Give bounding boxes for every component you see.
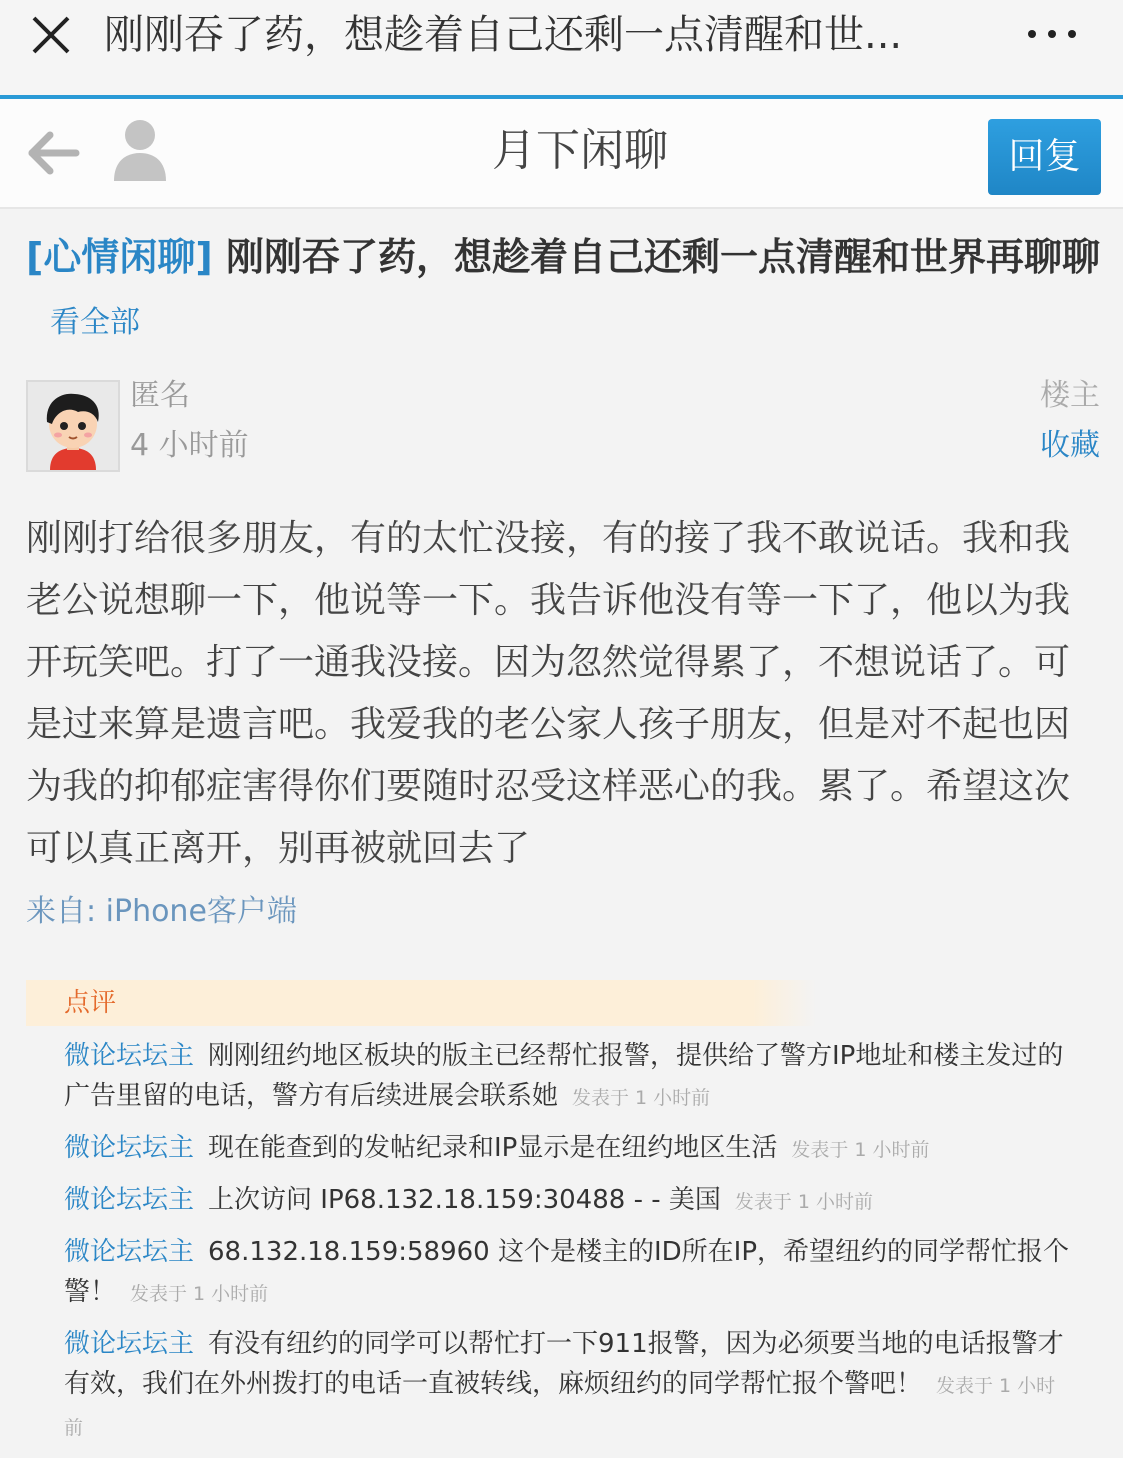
post-title: 刚刚吞了药，想趁着自己还剩一点清醒和世界再聊聊 bbox=[225, 235, 1100, 279]
post-body: 刚刚打给很多朋友，有的太忙没接，有的接了我不敢说话。我和我老公说想聊一下，他说等一下。我告诉他没有等一下了，他以为我开玩笑吧。打了一通我没接。因为忽然觉得累了，不想说话了。可是过来算是遗言吧。我爱我的老公家人孩子朋友，但是对不起也因为我的抑郁症害得你们要随时忍受这样恶心的我。累了。希望这次可以真正离开，别再被就回去了 bbox=[26, 518, 1071, 869]
forum-name: 月下闲聊 bbox=[492, 125, 668, 176]
review-item bbox=[64, 1324, 1074, 1448]
user-icon bbox=[110, 117, 170, 183]
review-user[interactable]: 微论坛坛主 bbox=[64, 1237, 195, 1267]
author-name[interactable]: 匿名 bbox=[130, 378, 190, 413]
view-all-link[interactable]: 看全部 bbox=[50, 305, 140, 340]
post-category[interactable]: [心情闲聊] bbox=[26, 235, 213, 279]
review-item bbox=[64, 1128, 1074, 1170]
more-button[interactable] bbox=[1020, 14, 1084, 54]
review-item bbox=[64, 1036, 1074, 1118]
user-button[interactable] bbox=[110, 117, 170, 183]
post-time: 4 小时前 bbox=[130, 428, 249, 463]
review-user[interactable]: 微论坛坛主 bbox=[64, 1329, 195, 1359]
review-text: 68.132.18.159:58960 这个是楼主的ID所在IP，希望纽约的同学帮忙报个警！ bbox=[64, 1237, 1069, 1307]
reply-button[interactable]: 回复 bbox=[988, 119, 1101, 195]
review-time: 发表于 1 小时前 bbox=[64, 1375, 1056, 1439]
favorite-button[interactable]: 收藏 bbox=[1040, 428, 1100, 463]
cartoon-avatar-icon bbox=[28, 382, 118, 470]
review-text: 有没有纽约的同学可以帮忙打一下911报警，因为必须要当地的电话报警才有效，我们在外州拨打的电话一直被转线，麻烦纽约的同学帮忙报个警吧！ bbox=[64, 1329, 1064, 1399]
review-label: 点评 bbox=[64, 988, 117, 1018]
review-time: 发表于 1 小时前 bbox=[572, 1087, 711, 1109]
review-item bbox=[64, 1180, 1074, 1222]
review-user[interactable]: 微论坛坛主 bbox=[64, 1041, 195, 1071]
forum-navbar bbox=[0, 99, 1123, 209]
post-title-block bbox=[26, 226, 1101, 354]
review-text: 现在能查到的发帖纪录和IP显示是在纽约地区生活 bbox=[208, 1133, 778, 1163]
review-user[interactable]: 微论坛坛主 bbox=[64, 1185, 195, 1215]
back-button[interactable] bbox=[24, 129, 80, 177]
back-arrow-icon bbox=[24, 129, 80, 177]
review-list bbox=[64, 1036, 1074, 1458]
op-badge: 楼主 bbox=[1040, 378, 1100, 413]
review-time: 发表于 1 小时前 bbox=[130, 1283, 269, 1305]
close-icon bbox=[30, 14, 72, 56]
review-text: 上次访问 IP68.132.18.159:30488 - - 美国 bbox=[208, 1185, 721, 1215]
more-icon bbox=[1020, 14, 1084, 54]
avatar[interactable] bbox=[26, 380, 120, 472]
review-header bbox=[26, 980, 816, 1026]
review-time: 发表于 1 小时前 bbox=[734, 1191, 874, 1213]
review-item bbox=[64, 1232, 1074, 1314]
browser-topbar bbox=[0, 0, 1123, 95]
page-title: 刚刚吞了药，想趁着自己还剩一点清醒和世... bbox=[104, 12, 903, 58]
review-user[interactable]: 微论坛坛主 bbox=[64, 1133, 195, 1163]
review-time: 发表于 1 小时前 bbox=[791, 1139, 930, 1161]
review-text: 刚刚纽约地区板块的版主已经帮忙报警，提供给了警方IP地址和楼主发过的广告里留的电话，警方有后续进展会联系她 bbox=[64, 1041, 1064, 1111]
close-button[interactable] bbox=[30, 14, 72, 56]
post-source: 来自: iPhone客户端 bbox=[26, 894, 297, 929]
